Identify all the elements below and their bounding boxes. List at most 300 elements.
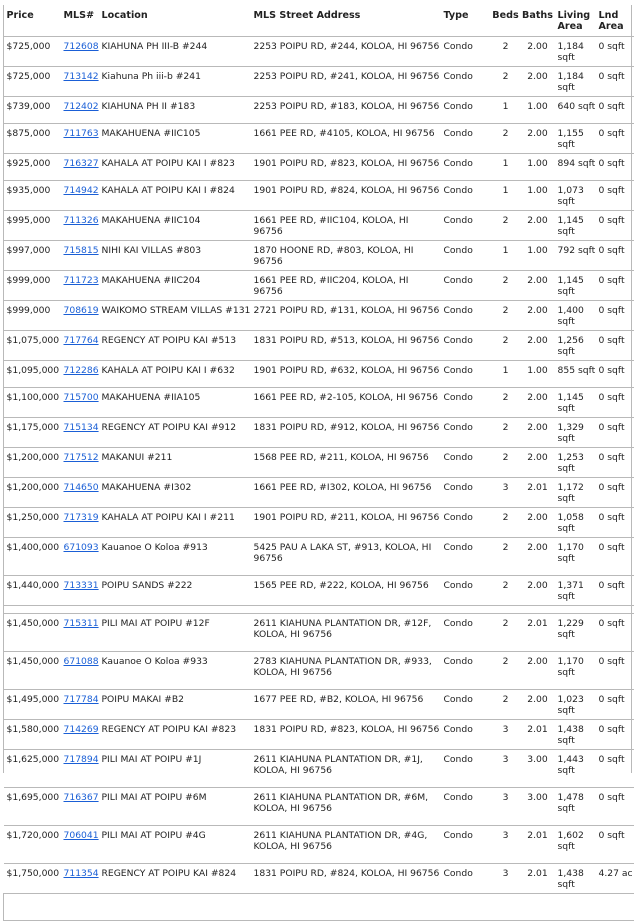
cell-type: Condo bbox=[443, 335, 473, 346]
cell-location: PILI MAI AT POIPU #12F bbox=[101, 618, 210, 629]
cell-type: Condo bbox=[443, 245, 473, 256]
cell-living-area: 1,184 sqft bbox=[557, 71, 584, 93]
cell-mls bbox=[61, 301, 99, 331]
cell-beds: 2 bbox=[502, 275, 509, 286]
cell-price: $1,100,000 bbox=[6, 392, 60, 403]
cell-location: PILI MAI AT POIPU #4G bbox=[101, 830, 206, 841]
cell-baths: 2.00 bbox=[527, 275, 548, 286]
cell-price: $1,750,000 bbox=[6, 868, 60, 879]
cell-beds: 2 bbox=[502, 452, 509, 463]
cell-mls bbox=[61, 788, 99, 826]
cell-beds: 2 bbox=[502, 580, 509, 591]
header-beds[interactable]: Beds bbox=[492, 10, 519, 21]
cell-living-area: 1,172 sqft bbox=[557, 482, 584, 504]
cell-baths: 2.00 bbox=[527, 422, 548, 433]
cell-baths: 2.01 bbox=[527, 868, 548, 879]
mls-link[interactable]: 713142 bbox=[63, 71, 99, 82]
cell-address: 1565 PEE RD, #222, KOLOA, HI 96756 bbox=[253, 580, 429, 591]
cell-type: Condo bbox=[443, 452, 473, 463]
cell-baths: 1.00 bbox=[527, 158, 548, 169]
cell-location: MAKAHUENA #I302 bbox=[101, 482, 192, 493]
cell-baths: 2.00 bbox=[527, 512, 548, 523]
cell-beds: 2 bbox=[502, 618, 509, 629]
cell-land-area: 0 sqft bbox=[598, 452, 625, 463]
mls-link[interactable]: 715700 bbox=[63, 392, 99, 403]
cell-price: $1,450,000 bbox=[6, 656, 60, 667]
cell-living-area: 1,145 sqft bbox=[557, 215, 584, 237]
table-row bbox=[4, 241, 634, 271]
cell-beds: 2 bbox=[502, 71, 509, 82]
cell-type: Condo bbox=[443, 305, 473, 316]
cell-mls bbox=[61, 181, 99, 211]
cell-address: 2721 POIPU RD, #131, KOLOA, HI 96756 bbox=[253, 305, 440, 316]
cell-address: 1661 PEE RD, #IIC204, KOLOA, HI 96756 bbox=[253, 275, 409, 297]
cell-type: Condo bbox=[443, 754, 473, 765]
cell-location: MAKANUI #211 bbox=[101, 452, 173, 463]
mls-link[interactable]: 717512 bbox=[63, 452, 99, 463]
cell-address: 2253 POIPU RD, #183, KOLOA, HI 96756 bbox=[253, 101, 440, 112]
table-row bbox=[4, 37, 634, 67]
cell-living-area: 1,170 sqft bbox=[557, 656, 584, 678]
cell-land-area: 0 sqft bbox=[598, 482, 625, 493]
cell-address: 2253 POIPU RD, #244, KOLOA, HI 96756 bbox=[253, 41, 440, 52]
mls-link[interactable]: 712286 bbox=[63, 365, 99, 376]
cell-address: 1870 HOONE RD, #803, KOLOA, HI 96756 bbox=[253, 245, 414, 267]
cell-baths: 3.00 bbox=[527, 754, 548, 765]
cell-living-area: 1,438 sqft bbox=[557, 868, 584, 890]
mls-link[interactable]: 671093 bbox=[63, 542, 99, 553]
header-location[interactable]: Location bbox=[101, 10, 148, 21]
cell-address: 2611 KIAHUNA PLANTATION DR, #12F, KOLOA, HI 96756 bbox=[253, 618, 432, 640]
cell-price: $1,200,000 bbox=[6, 452, 60, 463]
cell-land-area: 0 sqft bbox=[598, 580, 625, 591]
cell-beds: 1 bbox=[502, 158, 509, 169]
cell-beds: 3 bbox=[502, 830, 509, 841]
cell-land-area: 0 sqft bbox=[598, 158, 625, 169]
cell-price: $1,625,000 bbox=[6, 754, 60, 765]
cell-price: $999,000 bbox=[6, 275, 51, 286]
table-row bbox=[4, 67, 634, 97]
cell-living-area: 1,170 sqft bbox=[557, 542, 584, 564]
cell-beds: 1 bbox=[502, 101, 509, 112]
cell-location: MAKAHUENA #IIC105 bbox=[101, 128, 201, 139]
cell-beds: 1 bbox=[502, 245, 509, 256]
cell-mls bbox=[61, 37, 99, 67]
table-row bbox=[4, 361, 634, 388]
header-land-area[interactable]: Lnd Area bbox=[598, 10, 624, 32]
cell-living-area: 1,400 sqft bbox=[557, 305, 584, 327]
cell-baths: 2.00 bbox=[527, 580, 548, 591]
cell-living-area: 1,371 sqft bbox=[557, 580, 584, 602]
mls-link[interactable]: 711723 bbox=[63, 275, 99, 286]
table-row bbox=[4, 301, 634, 331]
cell-type: Condo bbox=[443, 618, 473, 629]
cell-location: KAHALA AT POIPU KAI I #211 bbox=[101, 512, 235, 523]
cell-price: $1,200,000 bbox=[6, 482, 60, 493]
cell-mls bbox=[61, 418, 99, 448]
cell-baths: 2.00 bbox=[527, 694, 548, 705]
header-living-area[interactable]: Living Area bbox=[557, 10, 591, 32]
row-spacer bbox=[4, 606, 634, 614]
cell-land-area: 0 sqft bbox=[598, 305, 625, 316]
cell-living-area: 1,443 sqft bbox=[557, 754, 584, 776]
cell-address: 2611 KIAHUNA PLANTATION DR, #1J, KOLOA, HI 96756 bbox=[253, 754, 423, 776]
cell-address: 1901 POIPU RD, #211, KOLOA, HI 96756 bbox=[253, 512, 440, 523]
cell-mls bbox=[61, 652, 99, 690]
cell-land-area: 0 sqft bbox=[598, 128, 625, 139]
cell-baths: 1.00 bbox=[527, 365, 548, 376]
cell-land-area: 0 sqft bbox=[598, 542, 625, 553]
cell-living-area: 1,438 sqft bbox=[557, 724, 584, 746]
cell-address: 5425 PAU A LAKA ST, #913, KOLOA, HI 96756 bbox=[253, 542, 432, 564]
cell-location: Kauanoe O Koloa #913 bbox=[101, 542, 208, 553]
cell-living-area: 1,023 sqft bbox=[557, 694, 584, 716]
cell-living-area: 894 sqft bbox=[557, 158, 596, 169]
cell-price: $725,000 bbox=[6, 71, 51, 82]
cell-baths: 1.00 bbox=[527, 185, 548, 196]
cell-type: Condo bbox=[443, 724, 473, 735]
header-type[interactable]: Type bbox=[443, 10, 469, 21]
mls-link[interactable]: 717784 bbox=[63, 694, 99, 705]
cell-mls bbox=[61, 538, 99, 576]
cell-location: KIAHUNA PH III-B #244 bbox=[101, 41, 208, 52]
cell-location: PILI MAI AT POIPU #1J bbox=[101, 754, 202, 765]
cell-land-area: 0 sqft bbox=[598, 422, 625, 433]
cell-beds: 3 bbox=[502, 754, 509, 765]
table-row bbox=[4, 614, 634, 652]
cell-beds: 2 bbox=[502, 422, 509, 433]
cell-living-area: 1,073 sqft bbox=[557, 185, 584, 207]
cell-land-area: 0 sqft bbox=[598, 185, 625, 196]
cell-baths: 2.01 bbox=[527, 618, 548, 629]
cell-address: 2611 KIAHUNA PLANTATION DR, #4G, KOLOA, HI 96756 bbox=[253, 830, 428, 852]
cell-location: MAKAHUENA #IIC104 bbox=[101, 215, 201, 226]
cell-baths: 2.01 bbox=[527, 482, 548, 493]
cell-baths: 2.01 bbox=[527, 724, 548, 735]
mls-link[interactable]: 716327 bbox=[63, 158, 99, 169]
cell-land-area: 0 sqft bbox=[598, 656, 625, 667]
cell-mls bbox=[61, 576, 99, 606]
cell-price: $925,000 bbox=[6, 158, 51, 169]
cell-price: $1,400,000 bbox=[6, 542, 60, 553]
cell-mls bbox=[61, 614, 99, 652]
cell-beds: 3 bbox=[502, 868, 509, 879]
table-row bbox=[4, 864, 634, 894]
header-row bbox=[4, 5, 634, 37]
cell-mls bbox=[61, 864, 99, 894]
header-price[interactable]: Price bbox=[6, 10, 34, 21]
cell-address: 1661 PEE RD, #4105, KOLOA, HI 96756 bbox=[253, 128, 435, 139]
table-row bbox=[4, 690, 634, 720]
cell-location: POIPU SANDS #222 bbox=[101, 580, 193, 591]
table-row bbox=[4, 181, 634, 211]
cell-beds: 2 bbox=[502, 512, 509, 523]
table-row bbox=[4, 826, 634, 864]
cell-land-area: 0 sqft bbox=[598, 215, 625, 226]
cell-living-area: 792 sqft bbox=[557, 245, 596, 256]
mls-link[interactable]: 717319 bbox=[63, 512, 99, 523]
table-row bbox=[4, 124, 634, 154]
cell-type: Condo bbox=[443, 71, 473, 82]
cell-living-area: 1,229 sqft bbox=[557, 618, 584, 640]
cell-price: $1,250,000 bbox=[6, 512, 60, 523]
cell-mls bbox=[61, 720, 99, 750]
cell-living-area: 1,478 sqft bbox=[557, 792, 584, 814]
cell-living-area: 1,184 sqft bbox=[557, 41, 584, 63]
cell-type: Condo bbox=[443, 868, 473, 879]
cell-mls bbox=[61, 361, 99, 388]
cell-type: Condo bbox=[443, 792, 473, 803]
cell-address: 1831 POIPU RD, #823, KOLOA, HI 96756 bbox=[253, 724, 440, 735]
cell-baths: 3.00 bbox=[527, 792, 548, 803]
cell-baths: 2.00 bbox=[527, 452, 548, 463]
table-row bbox=[4, 508, 634, 538]
cell-address: 2783 KIAHUNA PLANTATION DR, #933, KOLOA, HI 96756 bbox=[253, 656, 432, 678]
table-row bbox=[4, 576, 634, 606]
cell-living-area: 1,145 sqft bbox=[557, 392, 584, 414]
cell-beds: 3 bbox=[502, 724, 509, 735]
cell-land-area: 0 sqft bbox=[598, 830, 625, 841]
cell-baths: 2.00 bbox=[527, 128, 548, 139]
cell-location: MAKAHUENA #IIA105 bbox=[101, 392, 201, 403]
cell-living-area: 1,256 sqft bbox=[557, 335, 584, 357]
cell-land-area: 0 sqft bbox=[598, 245, 625, 256]
cell-address: 1677 PEE RD, #B2, KOLOA, HI 96756 bbox=[253, 694, 424, 705]
table-row bbox=[4, 750, 634, 788]
cell-price: $1,440,000 bbox=[6, 580, 60, 591]
cell-type: Condo bbox=[443, 830, 473, 841]
cell-living-area: 640 sqft bbox=[557, 101, 596, 112]
cell-baths: 2.00 bbox=[527, 41, 548, 52]
cell-beds: 2 bbox=[502, 335, 509, 346]
cell-mls bbox=[61, 388, 99, 418]
mls-link[interactable]: 712608 bbox=[63, 41, 99, 52]
cell-baths: 2.00 bbox=[527, 542, 548, 553]
cell-type: Condo bbox=[443, 422, 473, 433]
cell-beds: 2 bbox=[502, 542, 509, 553]
cell-land-area: 0 sqft bbox=[598, 724, 625, 735]
cell-location: REGENCY AT POIPU KAI #513 bbox=[101, 335, 237, 346]
cell-address: 1661 PEE RD, #IIC104, KOLOA, HI 96756 bbox=[253, 215, 409, 237]
cell-price: $1,720,000 bbox=[6, 830, 60, 841]
mls-link[interactable]: 714942 bbox=[63, 185, 99, 196]
cell-mls bbox=[61, 271, 99, 301]
cell-location: WAIKOMO STREAM VILLAS #131 bbox=[101, 305, 251, 316]
mls-link[interactable]: 708619 bbox=[63, 305, 99, 316]
cell-living-area: 855 sqft bbox=[557, 365, 596, 376]
cell-price: $875,000 bbox=[6, 128, 51, 139]
cell-land-area: 0 sqft bbox=[598, 71, 625, 82]
cell-price: $1,175,000 bbox=[6, 422, 60, 433]
mls-link[interactable]: 671088 bbox=[63, 656, 99, 667]
cell-address: 1661 PEE RD, #I302, KOLOA, HI 96756 bbox=[253, 482, 432, 493]
cell-living-area: 1,155 sqft bbox=[557, 128, 584, 150]
cell-type: Condo bbox=[443, 482, 473, 493]
table-row bbox=[4, 331, 634, 361]
cell-mls bbox=[61, 690, 99, 720]
cell-price: $739,000 bbox=[6, 101, 51, 112]
cell-baths: 1.00 bbox=[527, 245, 548, 256]
cell-address: 1661 PEE RD, #2-105, KOLOA, HI 96756 bbox=[253, 392, 438, 403]
cell-address: 1568 PEE RD, #211, KOLOA, HI 96756 bbox=[253, 452, 429, 463]
mls-link[interactable]: 714269 bbox=[63, 724, 99, 735]
header-address[interactable]: MLS Street Address bbox=[253, 10, 361, 21]
cell-type: Condo bbox=[443, 365, 473, 376]
table-row bbox=[4, 97, 634, 124]
cell-land-area: 0 sqft bbox=[598, 392, 625, 403]
cell-land-area: 0 sqft bbox=[598, 41, 625, 52]
cell-mls bbox=[61, 750, 99, 788]
cell-location: POIPU MAKAI #B2 bbox=[101, 694, 185, 705]
cell-mls bbox=[61, 124, 99, 154]
cell-living-area: 1,058 sqft bbox=[557, 512, 584, 534]
cell-price: $1,075,000 bbox=[6, 335, 60, 346]
listings-table bbox=[3, 5, 634, 921]
cell-land-area: 0 sqft bbox=[598, 754, 625, 765]
mls-link[interactable]: 715311 bbox=[63, 618, 99, 629]
cell-type: Condo bbox=[443, 215, 473, 226]
cell-address: 2611 KIAHUNA PLANTATION DR, #6M, KOLOA, HI 96756 bbox=[253, 792, 429, 814]
table-row bbox=[4, 720, 634, 750]
mls-link[interactable]: 713331 bbox=[63, 580, 99, 591]
cell-price: $725,000 bbox=[6, 41, 51, 52]
table-row bbox=[4, 788, 634, 826]
cell-price: $1,095,000 bbox=[6, 365, 60, 376]
mls-link[interactable]: 706041 bbox=[63, 830, 99, 841]
header-mls[interactable]: MLS# bbox=[63, 10, 95, 21]
cell-location: KAHALA AT POIPU KAI I #632 bbox=[101, 365, 235, 376]
table-row bbox=[4, 478, 634, 508]
cell-beds: 2 bbox=[502, 305, 509, 316]
cell-land-area: 0 sqft bbox=[598, 335, 625, 346]
cell-baths: 2.00 bbox=[527, 392, 548, 403]
cell-price: $1,450,000 bbox=[6, 618, 60, 629]
cell-beds: 2 bbox=[502, 392, 509, 403]
cell-location: KAHALA AT POIPU KAI I #824 bbox=[101, 185, 235, 196]
cell-living-area: 1,145 sqft bbox=[557, 275, 584, 297]
mls-link[interactable]: 715134 bbox=[63, 422, 99, 433]
cell-land-area: 0 sqft bbox=[598, 365, 625, 376]
cell-living-area: 1,329 sqft bbox=[557, 422, 584, 444]
cell-location: REGENCY AT POIPU KAI #824 bbox=[101, 868, 237, 879]
cell-price: $999,000 bbox=[6, 305, 51, 316]
cell-mls bbox=[61, 211, 99, 241]
cell-location: REGENCY AT POIPU KAI #912 bbox=[101, 422, 237, 433]
mls-link[interactable]: 716367 bbox=[63, 792, 99, 803]
cell-baths: 2.00 bbox=[527, 71, 548, 82]
cell-type: Condo bbox=[443, 580, 473, 591]
cell-baths: 2.00 bbox=[527, 215, 548, 226]
table-row bbox=[4, 652, 634, 690]
mls-link[interactable]: 712402 bbox=[63, 101, 99, 112]
cell-land-area: 0 sqft bbox=[598, 275, 625, 286]
cell-price: $995,000 bbox=[6, 215, 51, 226]
mls-link[interactable]: 711354 bbox=[63, 868, 99, 879]
cell-beds: 3 bbox=[502, 482, 509, 493]
mls-link[interactable]: 717764 bbox=[63, 335, 99, 346]
cell-location: PILI MAI AT POIPU #6M bbox=[101, 792, 207, 803]
cell-type: Condo bbox=[443, 101, 473, 112]
cell-address: 1901 POIPU RD, #824, KOLOA, HI 96756 bbox=[253, 185, 440, 196]
cell-location: NIHI KAI VILLAS #803 bbox=[101, 245, 202, 256]
cell-address: 1831 POIPU RD, #912, KOLOA, HI 96756 bbox=[253, 422, 440, 433]
cell-address: 1831 POIPU RD, #513, KOLOA, HI 96756 bbox=[253, 335, 440, 346]
empty-row bbox=[4, 894, 634, 921]
cell-beds: 2 bbox=[502, 128, 509, 139]
mls-link[interactable]: 717894 bbox=[63, 754, 99, 765]
cell-type: Condo bbox=[443, 392, 473, 403]
cell-price: $1,580,000 bbox=[6, 724, 60, 735]
cell-beds: 2 bbox=[502, 656, 509, 667]
cell-beds: 2 bbox=[502, 215, 509, 226]
cell-type: Condo bbox=[443, 542, 473, 553]
cell-beds: 2 bbox=[502, 694, 509, 705]
cell-land-area: 4.27 ac bbox=[598, 868, 633, 879]
cell-mls bbox=[61, 154, 99, 181]
cell-mls bbox=[61, 508, 99, 538]
cell-type: Condo bbox=[443, 185, 473, 196]
cell-land-area: 0 sqft bbox=[598, 618, 625, 629]
mls-link[interactable]: 711326 bbox=[63, 215, 99, 226]
cell-living-area: 1,253 sqft bbox=[557, 452, 584, 474]
table-row bbox=[4, 271, 634, 301]
cell-baths: 2.00 bbox=[527, 656, 548, 667]
cell-living-area: 1,602 sqft bbox=[557, 830, 584, 852]
cell-location: Kauanoe O Koloa #933 bbox=[101, 656, 208, 667]
mls-link[interactable]: 711763 bbox=[63, 128, 99, 139]
mls-link[interactable]: 714650 bbox=[63, 482, 99, 493]
cell-location: KAHALA AT POIPU KAI I #823 bbox=[101, 158, 235, 169]
cell-location: MAKAHUENA #IIC204 bbox=[101, 275, 201, 286]
cell-price: $1,695,000 bbox=[6, 792, 60, 803]
cell-mls bbox=[61, 241, 99, 271]
cell-address: 2253 POIPU RD, #241, KOLOA, HI 96756 bbox=[253, 71, 440, 82]
cell-location: Kiahuna Ph iii-b #241 bbox=[101, 71, 201, 82]
table-row bbox=[4, 388, 634, 418]
cell-type: Condo bbox=[443, 656, 473, 667]
cell-land-area: 0 sqft bbox=[598, 512, 625, 523]
mls-link[interactable]: 715815 bbox=[63, 245, 99, 256]
cell-type: Condo bbox=[443, 41, 473, 52]
header-baths[interactable]: Baths bbox=[522, 10, 553, 21]
cell-type: Condo bbox=[443, 275, 473, 286]
cell-type: Condo bbox=[443, 158, 473, 169]
cell-mls bbox=[61, 826, 99, 864]
cell-price: $1,495,000 bbox=[6, 694, 60, 705]
table-row bbox=[4, 538, 634, 576]
table-row bbox=[4, 154, 634, 181]
cell-type: Condo bbox=[443, 512, 473, 523]
cell-beds: 2 bbox=[502, 41, 509, 52]
table-row bbox=[4, 448, 634, 478]
cell-location: REGENCY AT POIPU KAI #823 bbox=[101, 724, 237, 735]
cell-baths: 2.01 bbox=[527, 830, 548, 841]
cell-baths: 2.00 bbox=[527, 305, 548, 316]
cell-type: Condo bbox=[443, 694, 473, 705]
cell-land-area: 0 sqft bbox=[598, 694, 625, 705]
cell-baths: 1.00 bbox=[527, 101, 548, 112]
cell-beds: 3 bbox=[502, 792, 509, 803]
cell-location: KIAHUNA PH II #183 bbox=[101, 101, 196, 112]
cell-address: 1901 POIPU RD, #823, KOLOA, HI 96756 bbox=[253, 158, 440, 169]
table-row bbox=[4, 418, 634, 448]
cell-land-area: 0 sqft bbox=[598, 792, 625, 803]
cell-price: $997,000 bbox=[6, 245, 51, 256]
cell-mls bbox=[61, 97, 99, 124]
cell-mls bbox=[61, 67, 99, 97]
cell-mls bbox=[61, 331, 99, 361]
cell-type: Condo bbox=[443, 128, 473, 139]
